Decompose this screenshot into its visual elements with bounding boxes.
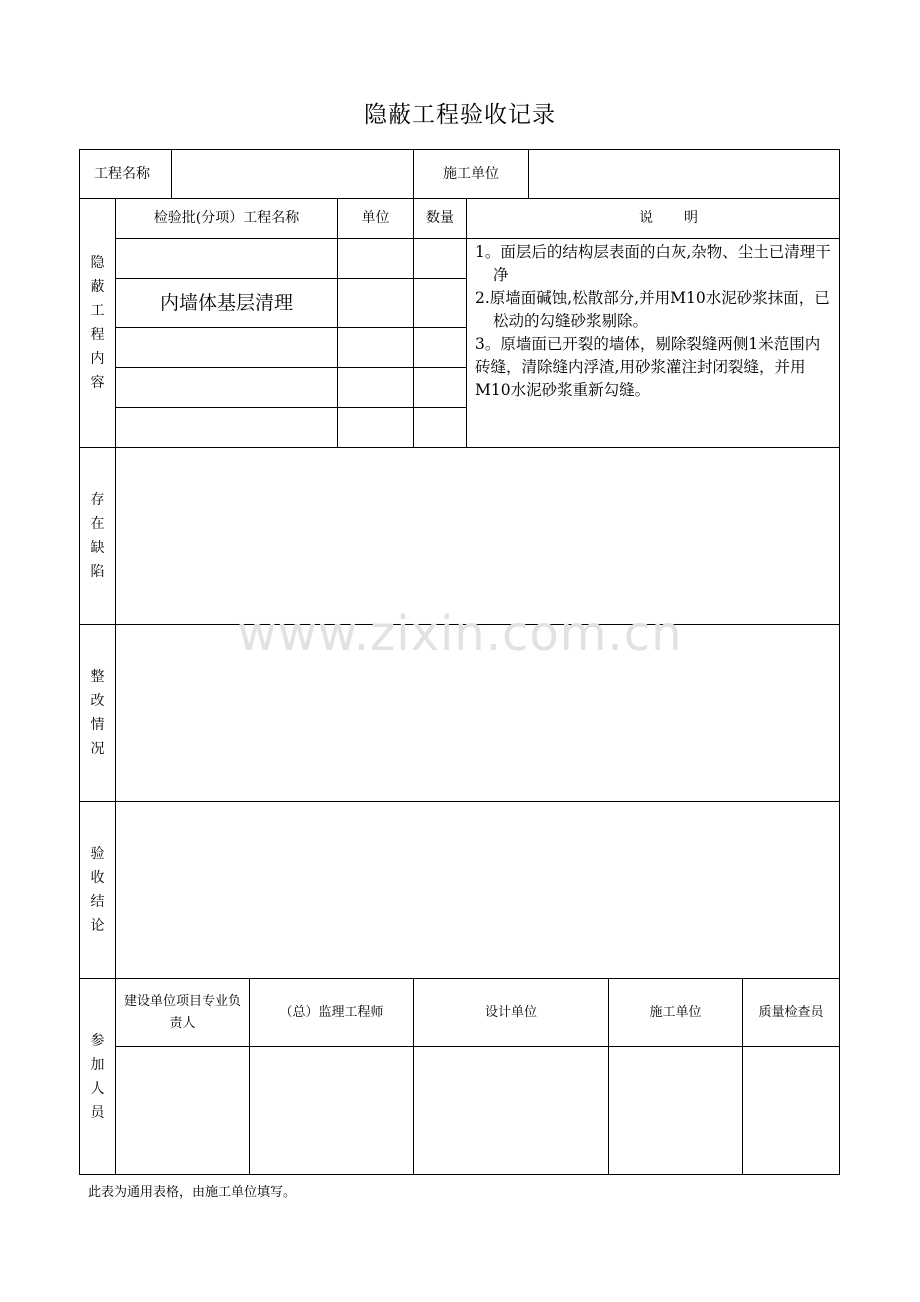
- item-name-cell[interactable]: [116, 239, 338, 279]
- quantity-cell[interactable]: [414, 368, 467, 408]
- participants-label: 参加人员: [80, 979, 116, 1175]
- quantity-cell[interactable]: [414, 279, 467, 328]
- project-name-value[interactable]: [172, 150, 414, 199]
- item-name-cell[interactable]: [116, 408, 338, 448]
- watermark: www.zixin.com.cn: [237, 606, 683, 662]
- footnote: 此表为通用表格，由施工单位填写。: [88, 1185, 297, 1200]
- unit-cell[interactable]: [338, 239, 414, 279]
- unit-cell[interactable]: [338, 408, 414, 448]
- col-header-unit: 单位: [338, 199, 414, 239]
- defects-content[interactable]: [116, 448, 840, 625]
- inspection-record-form: [79, 149, 840, 1175]
- quantity-cell[interactable]: [414, 408, 467, 448]
- signature-design-unit[interactable]: [414, 1047, 609, 1175]
- note-2: 2.原墙面碱蚀,松散部分,并用M10水泥砂浆抹面，已松动的勾缝砂浆剔除。: [475, 289, 830, 330]
- unit-cell[interactable]: [338, 279, 414, 328]
- contractor-label: 施工单位: [414, 150, 529, 199]
- rectification-content[interactable]: [116, 625, 840, 802]
- col-header-description: 说 明: [467, 199, 840, 239]
- defects-label: 存在缺陷: [80, 448, 116, 625]
- signature-quality-inspector[interactable]: [743, 1047, 840, 1175]
- quantity-cell[interactable]: [414, 239, 467, 279]
- item-name-cell[interactable]: [116, 328, 338, 368]
- unit-cell[interactable]: [338, 328, 414, 368]
- col-header-quantity: 数量: [414, 199, 467, 239]
- signature-owner-project-lead[interactable]: [116, 1047, 250, 1175]
- note-1: 1。面层后的结构层表面的白灰,杂物、尘土已清理干净: [475, 243, 831, 284]
- signature-construction-unit[interactable]: [609, 1047, 743, 1175]
- page-title: 隐蔽工程验收记录: [364, 102, 556, 128]
- item-name-cell[interactable]: [116, 368, 338, 408]
- role-quality-inspector: 质量检查员: [743, 979, 840, 1047]
- role-construction-unit: 施工单位: [609, 979, 743, 1047]
- role-design-unit: 设计单位: [414, 979, 609, 1047]
- quantity-cell[interactable]: [414, 328, 467, 368]
- project-name-label: 工程名称: [80, 150, 172, 199]
- hidden-works-section-label: 隐蔽工程内容: [80, 199, 116, 448]
- contractor-value[interactable]: [529, 150, 840, 199]
- conclusion-content[interactable]: [116, 802, 840, 979]
- rectification-label: 整改情况: [80, 625, 116, 802]
- col-header-item-name: 检验批(分项）工程名称: [116, 199, 338, 239]
- item-name-cell[interactable]: 内墙体基层清理: [116, 279, 338, 328]
- unit-cell[interactable]: [338, 368, 414, 408]
- note-3: 3。原墙面已开裂的墙体，剔除裂缝两侧1米范围内砖缝，清除缝内浮渣,用砂浆灌注封闭裂缝，并用M10水泥砂浆重新勾缝。: [475, 335, 821, 399]
- role-owner-project-lead: 建设单位项目专业负责人: [116, 979, 250, 1047]
- signature-chief-supervisor[interactable]: [250, 1047, 414, 1175]
- role-chief-supervisor: （总）监理工程师: [250, 979, 414, 1047]
- description-notes: [467, 239, 840, 448]
- conclusion-label: 验收结论: [80, 802, 116, 979]
